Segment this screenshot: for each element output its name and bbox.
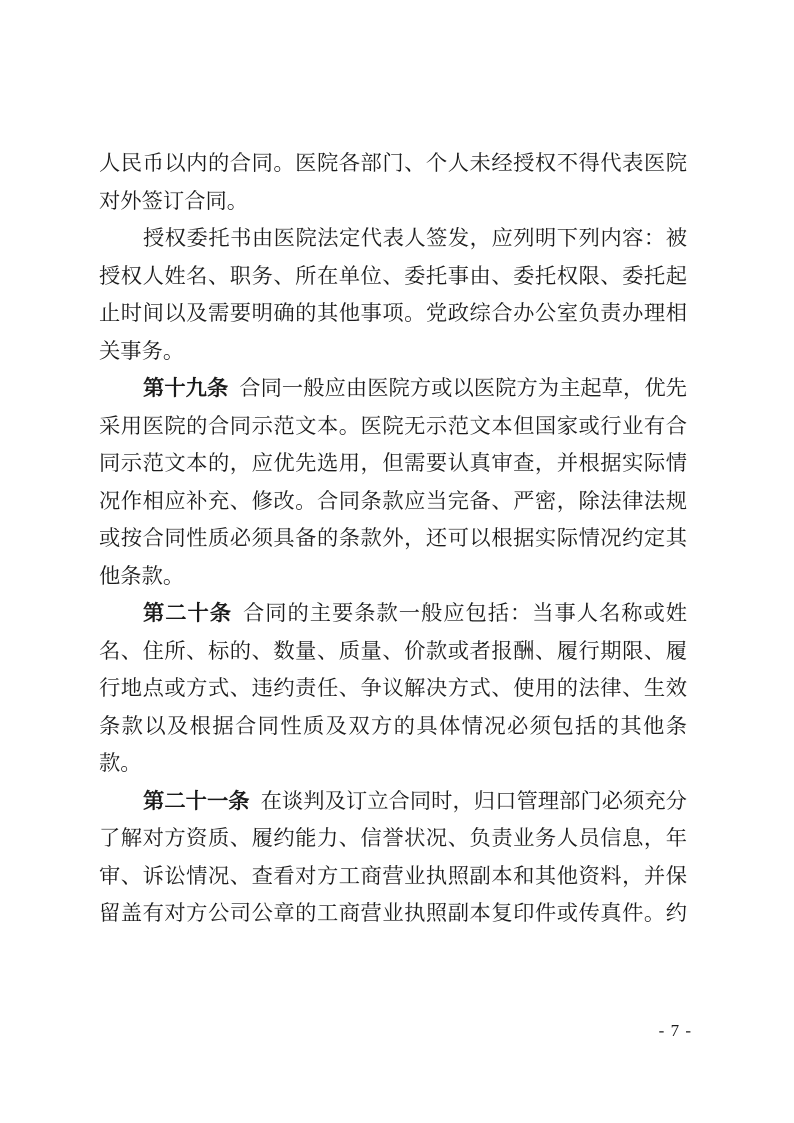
text-line <box>99 708 687 746</box>
text-line <box>99 295 687 333</box>
article-number: 第十九条 <box>143 376 229 400</box>
text-line <box>99 633 687 671</box>
page-number: - 7 - <box>658 1021 692 1040</box>
line-text: 同示范文本的，应优先选用，但需要认真审查，并根据实际情 <box>99 451 687 475</box>
line-text: 他条款。 <box>99 563 185 588</box>
line-text: 了解对方资质、履约能力、信誉状况、负责业务人员信息，年 <box>99 826 687 850</box>
text-line-article-21 <box>99 783 687 821</box>
line-text: 条款以及根据合同性质及双方的具体情况必须包括的其他条 <box>99 713 687 738</box>
line-text: 关事务。 <box>99 338 185 363</box>
text-line-article-20 <box>99 595 687 633</box>
line-text: 合同的主要条款一般应包括：当事人名称或姓 <box>243 601 687 625</box>
text-line <box>99 220 687 258</box>
text-line <box>99 558 687 596</box>
line-text: 行地点或方式、违约责任、争议解决方式、使用的法律、生效 <box>99 676 687 700</box>
text-line-article-19 <box>99 370 687 408</box>
text-line <box>99 258 687 296</box>
text-line <box>99 483 687 521</box>
line-text: 况作相应补充、修改。合同条款应当完备、严密，除法律法规 <box>99 488 687 513</box>
document-body <box>99 145 687 933</box>
text-line <box>99 670 687 708</box>
line-text: 审、诉讼情况、查看对方工商营业执照副本和其他资料，并保 <box>99 863 687 888</box>
text-line <box>99 445 687 483</box>
line-text: 在谈判及订立合同时，归口管理部门必须充分 <box>260 788 687 813</box>
line-text: 对外签订合同。 <box>99 188 249 213</box>
text-line <box>99 820 687 858</box>
text-line <box>99 895 687 933</box>
text-line <box>99 145 687 183</box>
text-line <box>99 333 687 371</box>
line-text: 合同一般应由医院方或以医院方为主起草，优先 <box>239 376 687 400</box>
line-text: 授权人姓名、职务、所在单位、委托事由、委托权限、委托起 <box>99 263 687 288</box>
line-text: 或按合同性质必须具备的条款外，还可以根据实际情况约定其 <box>99 526 687 550</box>
line-text: 授权委托书由医院法定代表人签发，应列明下列内容：被 <box>143 226 687 250</box>
line-text: 名、住所、标的、数量、质量、价款或者报酬、履行期限、履 <box>99 638 687 663</box>
text-line <box>99 520 687 558</box>
text-line <box>99 858 687 896</box>
line-text: 采用医院的合同示范文本。医院无示范文本但国家或行业有合 <box>99 413 687 438</box>
text-line <box>99 745 687 783</box>
article-number: 第二十条 <box>143 601 232 625</box>
text-line <box>99 408 687 446</box>
text-line <box>99 183 687 221</box>
line-text: 留盖有对方公司公章的工商营业执照副本复印件或传真件。约 <box>99 901 687 925</box>
line-text: 款。 <box>99 751 142 775</box>
line-text: 人民币以内的合同。医院各部门、个人未经授权不得代表医院 <box>99 151 687 175</box>
article-number: 第二十一条 <box>143 788 250 813</box>
line-text: 止时间以及需要明确的其他事项。党政综合办公室负责办理相 <box>99 301 687 325</box>
